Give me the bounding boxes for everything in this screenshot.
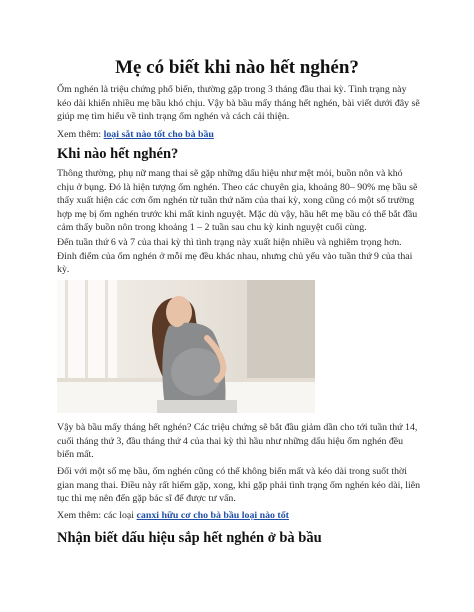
section-1-paragraph-4: Đối với một số mẹ bầu, ốm nghén cũng có thể không biến mất và kéo dài trong suốt thời gian mang thai. Điều này rất hiếm gặp, xong, khi gặp phải tình trạng ốm nghén kéo dài, liên tục thì mẹ nên đến gặp bác sĩ để được tư vấn. [57,466,421,505]
section-2-heading: Nhận biết dấu hiệu sắp hết nghén ở bà bầu [57,530,322,546]
intro-paragraph: Ốm nghén là triệu chứng phổ biến, thường gặp trong 3 tháng đầu thai kỳ. Tình trạng này kéo dài khiến nhiều mẹ bầu khó chịu. Vậy bà bầu mấy tháng hết nghén, bài viết dưới đây sẽ giúp mẹ tìm hiểu về tình trạng ốm nghén và cách cải thiện. [57,84,420,123]
see-more-1-link[interactable]: loại sắt nào tốt cho bà bầu [103,129,214,140]
see-more-2-link[interactable]: canxi hữu cơ cho bà bầu loại nào tốt [136,510,289,521]
see-more-2-prefix: Xem thêm: các loại [57,510,137,521]
section-1-paragraph-2: Đến tuần thứ 6 và 7 của thai kỳ thì tình trạng này xuất hiện nhiều và nghiêm trọng hơn. Đỉnh điểm của ốm nghén ở mỗi mẹ đều khác nhau, nhưng chủ yếu vào tuần thứ 9 của thai kỳ. [57,237,413,276]
see-more-2 [57,509,421,523]
pregnant-woman-illustration [57,280,315,413]
see-more-1 [57,128,421,142]
pregnant-woman-photo [57,280,315,413]
section-1-paragraph-3: Vậy bà bầu mấy tháng hết nghén? Các triệu chứng sẽ bắt đầu giảm dần cho tới tuần thứ 14, cuối tháng thứ 3, đầu tháng thứ 4 của thai kỳ thì hầu như những dấu hiệu ốm nghén đều biến mất. [57,422,418,461]
page-title: Mẹ có biết khi nào hết nghén? [115,57,359,78]
see-more-1-prefix: Xem thêm: [57,129,104,140]
section-1-paragraph-1: Thông thường, phụ nữ mang thai sẽ gặp những dấu hiệu như mệt mỏi, buồn nôn và khó chịu ở bụng. Đó là hiện tượng ốm nghén. Theo các chuyên gia, khoảng 80– 90% mẹ bầu sẽ thấy xuất hiện các cơn ốm nghén từ tuần thứ năm của thai kỳ, xong cũng có một số trường hợp mẹ bị ốm nghén trước khi mất kinh nguyệt. Mặc dù vậy, hầu hết mẹ bầu có thể bắt đầu cảm thấy buồn nôn trong khoảng 1 – 2 tuần sau chu kỳ kinh nguyệt cuối cùng. [57,168,418,234]
section-1-heading: Khi nào hết nghén? [57,146,179,162]
